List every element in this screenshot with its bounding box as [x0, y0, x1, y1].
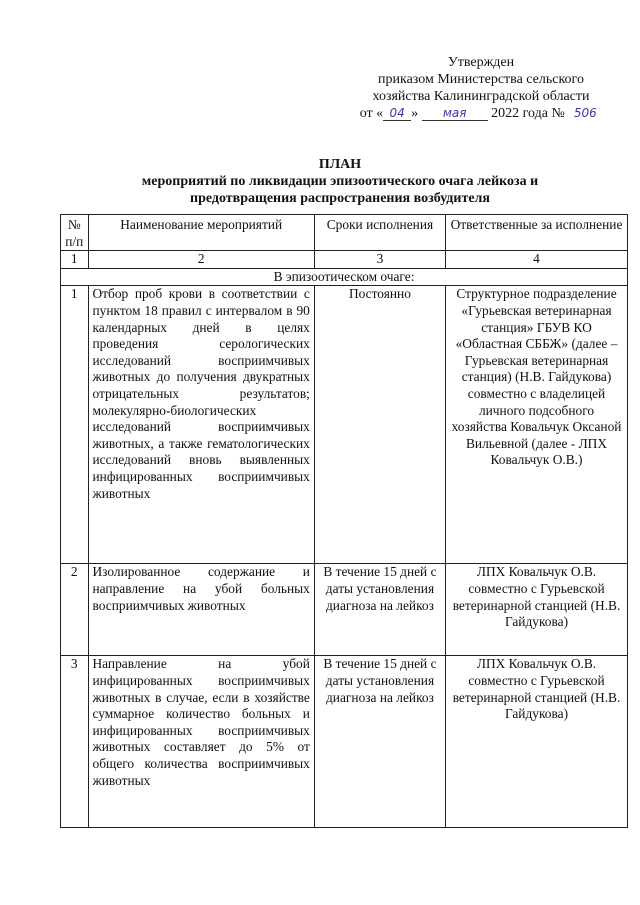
table-row [61, 656, 628, 828]
approval-line-1: Утвержден [447, 55, 515, 70]
measures-table [60, 214, 628, 828]
order-number-handwritten: 506 [573, 106, 597, 120]
order-date-mid: » [411, 106, 419, 121]
header-term: Сроки исполнения [314, 215, 445, 251]
title-line-3: предотвращения распространения возбудителя [190, 191, 490, 206]
row-term: Постоянно [314, 286, 445, 564]
row-responsible: ЛПХ Ковальчук О.В. совместно с Гурьевской ветеринарной станцией (Н.В. Гайдукова) [446, 564, 628, 656]
row-measure: Направление на убой инфицированных восприимчивых животных в случае, если в хозяйстве суммарное количество больных и инфицированных восприимчивых животных составляет до 5% от общего количества восприимчивых животных [88, 656, 314, 828]
order-date-suffix: 2022 года № [491, 106, 565, 121]
column-number: 3 [314, 251, 445, 269]
row-responsible: Структурное подразделение «Гурьевская ветеринарная станция» ГБУВ КО «Областная СББЖ» (далее – Гурьевская ветеринарная станция) (Н.В. Гайдукова) совместно с владелицей личного подсобного хозяйства Ковальчук Оксаной Вильевной (далее - ЛПХ Ковальчук О.В.) [446, 286, 628, 564]
table-row [61, 286, 628, 564]
row-measure: Отбор проб крови в соответствии с пунктом 18 правил с интервалом в 90 календарных дней в целях проведения серологических исследований восприимчивых животных до получения двукратных отрицательных результатов; молекулярно-биологических исследований восприимчивых животных, а также гематологических исследований вновь выявленных инфицированных восприимчивых животных [88, 286, 314, 564]
order-date-prefix: от « [359, 106, 384, 121]
column-number: 2 [88, 251, 314, 269]
row-measure: Изолированное содержание и направление на убой больных восприимчивых животных [88, 564, 314, 656]
order-month-handwritten: мая [422, 107, 488, 121]
header-responsible: Ответственные за исполнение [446, 215, 628, 251]
table-header-row [61, 215, 628, 251]
row-number: 3 [61, 656, 89, 828]
column-number: 4 [446, 251, 628, 269]
section-row [61, 268, 628, 286]
row-term: В течение 15 дней с даты установления диагноза на лейкоз [314, 656, 445, 828]
header-name: Наименование мероприятий [88, 215, 314, 251]
approval-line-4 [340, 105, 622, 122]
approval-line-3: хозяйства Калининградской области [372, 89, 590, 104]
row-term: В течение 15 дней с даты установления диагноза на лейкоз [314, 564, 445, 656]
title-line-2: мероприятий по ликвидации эпизоотического очага лейкоза и [141, 174, 539, 189]
document-title [60, 156, 620, 207]
row-number: 2 [61, 564, 89, 656]
approval-block [340, 54, 622, 122]
column-number-row [61, 251, 628, 269]
title-line-1: ПЛАН [318, 157, 362, 172]
table-row [61, 564, 628, 656]
section-title: В эпизоотическом очаге: [61, 268, 628, 286]
column-number: 1 [61, 251, 89, 269]
approval-line-2: приказом Министерства сельского [378, 72, 584, 87]
row-number: 1 [61, 286, 89, 564]
row-responsible: ЛПХ Ковальчук О.В. совместно с Гурьевской ветеринарной станцией (Н.В. Гайдукова) [446, 656, 628, 828]
header-number: № п/п [61, 215, 89, 251]
order-day-handwritten: 04 [383, 107, 411, 121]
